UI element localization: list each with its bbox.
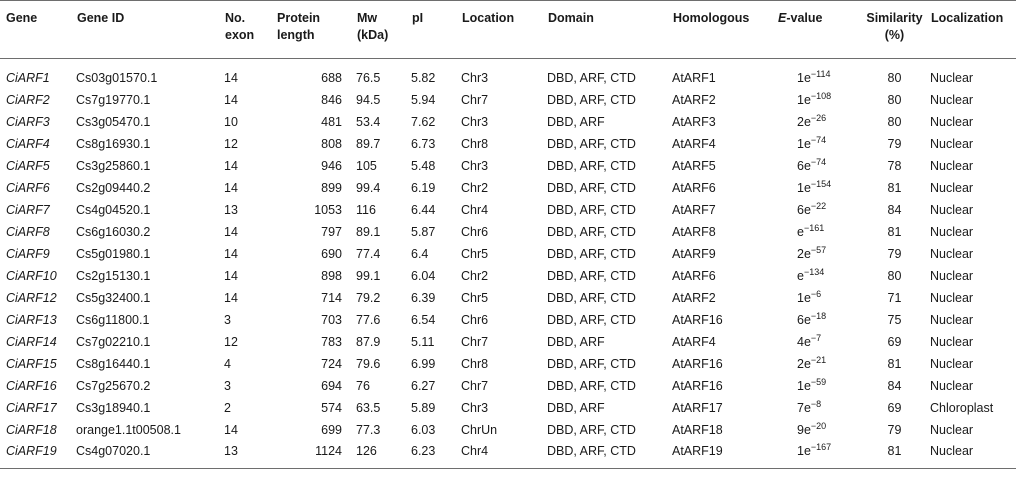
- cell-evalue: [777, 59, 859, 89]
- header-localization: Localization: [931, 11, 1004, 25]
- cell-mw: 77.3: [356, 422, 381, 437]
- evalue-base: 9e: [797, 422, 811, 437]
- cell-exon: 14: [224, 180, 238, 195]
- cell-pi: 5.94: [411, 92, 436, 107]
- cell-domain: DBD, ARF: [547, 400, 605, 415]
- cell-gene: CiARF3: [6, 114, 50, 129]
- evalue-exponent: −167: [810, 442, 832, 453]
- table-row: [0, 177, 1016, 199]
- evalue-base: 2e: [797, 114, 811, 129]
- cell-similarity: 79: [887, 246, 902, 261]
- cell-localization: Nuclear: [930, 70, 974, 85]
- cell-similarity: 80: [887, 70, 902, 85]
- cell-similarity: 79: [887, 136, 902, 151]
- cell-gene: CiARF10: [6, 268, 57, 283]
- cell-localization: Nuclear: [930, 290, 974, 305]
- cell-gene: CiARF13: [6, 312, 57, 327]
- evalue-exponent: −8: [810, 398, 822, 409]
- cell-gene: CiARF5: [6, 158, 50, 173]
- cell-homologous: AtARF9: [672, 246, 716, 261]
- evalue-exponent: −18: [810, 310, 827, 321]
- table-row: [0, 89, 1016, 111]
- cell-gene-id: Cs8g16930.1: [76, 136, 151, 151]
- cell-evalue: [777, 265, 859, 287]
- cell-gene-id: Cs2g15130.1: [76, 268, 151, 283]
- header-protein-line2: length: [277, 28, 315, 42]
- cell-localization: Nuclear: [930, 158, 974, 173]
- cell-exon: 14: [224, 268, 238, 283]
- cell-location: Chr8: [461, 356, 489, 371]
- cell-protein-length: 699: [321, 422, 342, 437]
- cell-gene-id: Cs3g05470.1: [76, 114, 151, 129]
- cell-gene-id: Cs6g16030.2: [76, 224, 151, 239]
- evalue-exponent: −20: [810, 420, 827, 431]
- cell-mw: 53.4: [356, 114, 381, 129]
- cell-homologous: AtARF8: [672, 224, 716, 239]
- cell-domain: DBD, ARF, CTD: [547, 180, 636, 195]
- cell-mw: 126: [356, 444, 377, 459]
- cell-exon: 12: [224, 334, 238, 349]
- table-row: [0, 59, 1016, 89]
- cell-pi: 6.39: [411, 290, 436, 305]
- cell-protein-length: 899: [321, 180, 342, 195]
- header-domain: Domain: [548, 11, 594, 25]
- evalue-exponent: −22: [810, 200, 827, 211]
- cell-evalue: [777, 419, 859, 441]
- cell-gene: CiARF1: [6, 70, 50, 85]
- cell-mw: 116: [356, 202, 376, 217]
- evalue-exponent: −114: [810, 68, 831, 79]
- cell-similarity: 69: [887, 334, 902, 349]
- header-evalue: [777, 1, 859, 59]
- evalue-exponent: −74: [810, 134, 827, 145]
- cell-localization: Chloroplast: [930, 400, 994, 415]
- cell-similarity: 79: [887, 422, 902, 437]
- cell-gene: CiARF12: [6, 290, 57, 305]
- cell-protein-length: 703: [321, 312, 342, 327]
- cell-gene-id: Cs7g19770.1: [76, 92, 151, 107]
- evalue-base: 1e: [797, 70, 811, 85]
- cell-protein-length: 846: [321, 92, 342, 107]
- cell-exon: 14: [224, 92, 238, 107]
- cell-localization: Nuclear: [930, 180, 974, 195]
- cell-exon: 14: [224, 246, 238, 261]
- cell-evalue: [777, 309, 859, 331]
- cell-protein-length: 808: [321, 136, 342, 151]
- header-similarity-line1: Similarity: [866, 11, 923, 25]
- cell-pi: 5.87: [411, 224, 436, 239]
- cell-domain: DBD, ARF, CTD: [547, 356, 636, 371]
- table-header: [0, 1, 1016, 59]
- cell-similarity: 80: [887, 268, 902, 283]
- cell-mw: 105: [356, 158, 377, 173]
- cell-gene: CiARF4: [6, 136, 50, 151]
- cell-similarity: 78: [887, 158, 902, 173]
- cell-homologous: AtARF16: [672, 378, 723, 393]
- cell-exon: 3: [224, 312, 231, 327]
- cell-location: Chr8: [461, 136, 489, 151]
- header-similarity: [859, 1, 930, 59]
- cell-homologous: AtARF3: [672, 114, 716, 129]
- cell-gene-id: Cs7g25670.2: [76, 378, 151, 393]
- cell-protein-length: 714: [321, 290, 342, 305]
- cell-mw: 77.6: [356, 312, 381, 327]
- cell-pi: 5.89: [411, 400, 436, 415]
- cell-location: Chr7: [461, 334, 489, 349]
- cell-location: Chr5: [461, 290, 489, 305]
- evalue-exponent: −21: [810, 354, 827, 365]
- cell-exon: 13: [224, 444, 238, 459]
- table-row: [0, 287, 1016, 309]
- table-row: [0, 265, 1016, 287]
- cell-pi: 6.73: [411, 136, 436, 151]
- cell-similarity: 75: [887, 312, 902, 327]
- evalue-base: e: [797, 224, 804, 239]
- cell-evalue: [777, 375, 859, 397]
- cell-gene-id: Cs3g25860.1: [76, 158, 151, 173]
- cell-mw: 99.4: [356, 180, 381, 195]
- cell-gene: CiARF17: [6, 400, 57, 415]
- cell-pi: 6.23: [411, 444, 436, 459]
- table-row: [0, 331, 1016, 353]
- cell-domain: DBD, ARF, CTD: [547, 444, 636, 459]
- evalue-base: 1e: [797, 378, 811, 393]
- evalue-base: 6e: [797, 202, 811, 217]
- header-gene-id: Gene ID: [77, 11, 125, 25]
- evalue-base: 6e: [797, 158, 811, 173]
- cell-pi: 6.27: [411, 378, 436, 393]
- cell-localization: Nuclear: [930, 422, 974, 437]
- cell-mw: 76: [356, 378, 370, 393]
- cell-localization: Nuclear: [930, 312, 974, 327]
- cell-domain: DBD, ARF, CTD: [547, 246, 636, 261]
- cell-evalue: [777, 441, 859, 469]
- cell-location: Chr7: [461, 92, 489, 107]
- cell-mw: 99.1: [356, 268, 381, 283]
- cell-localization: Nuclear: [930, 268, 974, 283]
- cell-exon: 2: [224, 400, 231, 415]
- cell-domain: DBD, ARF, CTD: [547, 290, 636, 305]
- cell-similarity: 81: [887, 224, 902, 239]
- cell-localization: Nuclear: [930, 246, 974, 261]
- header-homologous: Homologous: [673, 11, 750, 25]
- cell-gene: CiARF14: [6, 334, 57, 349]
- cell-pi: 6.54: [411, 312, 436, 327]
- cell-gene-id: Cs3g18940.1: [76, 400, 151, 415]
- evalue-exponent: −26: [810, 112, 827, 123]
- cell-pi: 6.4: [411, 246, 429, 261]
- header-protein-line1: Protein: [277, 11, 321, 25]
- cell-gene-id: orange1.1t00508.1: [76, 422, 181, 437]
- table-row: [0, 133, 1016, 155]
- cell-gene: CiARF15: [6, 356, 57, 371]
- cell-gene-id: Cs5g32400.1: [76, 290, 151, 305]
- cell-similarity: 81: [887, 444, 902, 459]
- cell-mw: 94.5: [356, 92, 381, 107]
- cell-homologous: AtARF16: [672, 312, 723, 327]
- cell-homologous: AtARF2: [672, 92, 716, 107]
- cell-pi: 5.82: [411, 70, 436, 85]
- header-location: Location: [462, 11, 515, 25]
- cell-localization: Nuclear: [930, 136, 974, 151]
- cell-gene: CiARF18: [6, 422, 57, 437]
- cell-evalue: [777, 155, 859, 177]
- cell-evalue: [777, 111, 859, 133]
- cell-homologous: AtARF2: [672, 290, 716, 305]
- header-mw: [356, 1, 411, 59]
- cell-exon: 3: [224, 378, 231, 393]
- cell-domain: DBD, ARF, CTD: [547, 158, 636, 173]
- evalue-base: 7e: [797, 400, 811, 415]
- cell-homologous: AtARF4: [672, 334, 716, 349]
- evalue-exponent: −59: [810, 376, 827, 387]
- cell-domain: DBD, ARF: [547, 114, 605, 129]
- cell-domain: DBD, ARF, CTD: [547, 422, 636, 437]
- cell-mw: 79.2: [356, 290, 381, 305]
- cell-domain: DBD, ARF, CTD: [547, 224, 636, 239]
- cell-gene: CiARF16: [6, 378, 57, 393]
- cell-gene: CiARF8: [6, 224, 50, 239]
- cell-gene-id: Cs6g11800.1: [76, 312, 150, 327]
- cell-mw: 77.4: [356, 246, 381, 261]
- cell-protein-length: 574: [321, 400, 342, 415]
- cell-evalue: [777, 331, 859, 353]
- cell-protein-length: 898: [321, 268, 342, 283]
- cell-similarity: 69: [887, 400, 902, 415]
- cell-protein-length: 690: [321, 246, 342, 261]
- cell-protein-length: 694: [321, 378, 342, 393]
- cell-protein-length: 797: [321, 224, 342, 239]
- evalue-exponent: −108: [810, 90, 832, 101]
- cell-exon: 13: [224, 202, 238, 217]
- evalue-base: 1e: [797, 290, 811, 305]
- cell-protein-length: 946: [321, 158, 342, 173]
- cell-evalue: [777, 199, 859, 221]
- cell-gene: CiARF2: [6, 92, 50, 107]
- cell-similarity: 84: [887, 202, 902, 217]
- cell-gene-id: Cs8g16440.1: [76, 356, 151, 371]
- cell-location: Chr5: [461, 246, 489, 261]
- cell-evalue: [777, 133, 859, 155]
- cell-domain: DBD, ARF, CTD: [547, 268, 636, 283]
- cell-localization: Nuclear: [930, 114, 974, 129]
- evalue-exponent: −7: [810, 332, 822, 343]
- evalue-exponent: −134: [803, 266, 825, 277]
- cell-gene: CiARF6: [6, 180, 50, 195]
- cell-domain: DBD, ARF, CTD: [547, 202, 636, 217]
- evalue-base: 2e: [797, 356, 811, 371]
- cell-mw: 63.5: [356, 400, 381, 415]
- evalue-exponent: −74: [810, 156, 827, 167]
- cell-homologous: AtARF16: [672, 356, 723, 371]
- cell-domain: DBD, ARF, CTD: [547, 70, 636, 85]
- cell-homologous: AtARF19: [672, 444, 723, 459]
- table-row: [0, 199, 1016, 221]
- cell-pi: 6.44: [411, 202, 436, 217]
- cell-gene-id: Cs03g01570.1: [76, 70, 158, 85]
- cell-localization: Nuclear: [930, 334, 974, 349]
- evalue-base: 2e: [797, 246, 811, 261]
- cell-homologous: AtARF6: [672, 268, 716, 283]
- header-exon-line2: exon: [225, 28, 255, 42]
- header-evalue-e: E: [778, 11, 787, 25]
- header-gene: Gene: [6, 11, 38, 25]
- cell-homologous: AtARF6: [672, 180, 716, 195]
- cell-homologous: AtARF1: [672, 70, 716, 85]
- header-similarity-line2: (%): [884, 28, 905, 42]
- cell-protein-length: 1124: [315, 444, 342, 459]
- cell-evalue: [777, 287, 859, 309]
- cell-location: Chr4: [461, 444, 489, 459]
- cell-localization: Nuclear: [930, 378, 974, 393]
- cell-localization: Nuclear: [930, 92, 974, 107]
- cell-gene-id: Cs4g07020.1: [76, 444, 151, 459]
- cell-pi: 7.62: [411, 114, 436, 129]
- table-row: [0, 243, 1016, 265]
- cell-location: Chr6: [461, 224, 489, 239]
- cell-exon: 4: [224, 356, 231, 371]
- cell-exon: 14: [224, 422, 238, 437]
- table-row: [0, 397, 1016, 419]
- table-body: [0, 59, 1016, 469]
- cell-domain: DBD, ARF, CTD: [547, 92, 636, 107]
- cell-location: Chr3: [461, 70, 489, 85]
- cell-location: Chr3: [461, 114, 489, 129]
- cell-exon: 12: [224, 136, 238, 151]
- evalue-exponent: −57: [810, 244, 827, 255]
- cell-protein-length: 688: [321, 70, 342, 85]
- cell-exon: 10: [224, 114, 238, 129]
- cell-domain: DBD, ARF, CTD: [547, 378, 636, 393]
- cell-gene: CiARF9: [6, 246, 50, 261]
- cell-evalue: [777, 177, 859, 199]
- cell-location: Chr7: [461, 378, 489, 393]
- cell-location: Chr3: [461, 400, 489, 415]
- evalue-base: 1e: [797, 444, 811, 459]
- cell-pi: 5.11: [411, 334, 435, 349]
- header-exon: [224, 1, 276, 59]
- header-mw-line2: (kDa): [357, 28, 389, 42]
- evalue-base: 6e: [797, 312, 811, 327]
- cell-gene-id: Cs7g02210.1: [76, 334, 151, 349]
- cell-domain: DBD, ARF: [547, 334, 605, 349]
- cell-mw: 79.6: [356, 356, 381, 371]
- evalue-base: 1e: [797, 180, 811, 195]
- cell-similarity: 81: [887, 356, 902, 371]
- table-row: [0, 375, 1016, 397]
- table-row: [0, 221, 1016, 243]
- table-row: [0, 309, 1016, 331]
- header-exon-line1: No.: [225, 11, 246, 25]
- cell-evalue: [777, 243, 859, 265]
- cell-similarity: 71: [887, 290, 902, 305]
- evalue-exponent: −154: [810, 178, 832, 189]
- cell-domain: DBD, ARF, CTD: [547, 136, 636, 151]
- cell-exon: 14: [224, 158, 238, 173]
- table-row: [0, 155, 1016, 177]
- cell-location: ChrUn: [461, 422, 498, 437]
- table-row: [0, 111, 1016, 133]
- cell-homologous: AtARF5: [672, 158, 716, 173]
- cell-exon: 14: [224, 224, 238, 239]
- cell-location: Chr2: [461, 180, 489, 195]
- header-pi: pI: [412, 11, 424, 25]
- cell-pi: 6.99: [411, 356, 436, 371]
- header-protein-length: [276, 1, 356, 59]
- cell-evalue: [777, 221, 859, 243]
- cell-location: Chr4: [461, 202, 489, 217]
- cell-pi: 5.48: [411, 158, 436, 173]
- evalue-base: 4e: [797, 334, 811, 349]
- cell-location: Chr6: [461, 312, 489, 327]
- evalue-base: 1e: [797, 92, 811, 107]
- table-row: [0, 441, 1016, 469]
- cell-localization: Nuclear: [930, 356, 974, 371]
- cell-location: Chr3: [461, 158, 489, 173]
- cell-gene: CiARF19: [6, 444, 57, 459]
- cell-protein-length: 1053: [314, 202, 342, 217]
- evalue-exponent: −161: [803, 222, 825, 233]
- cell-evalue: [777, 89, 859, 111]
- cell-homologous: AtARF18: [672, 422, 723, 437]
- cell-mw: 89.1: [356, 224, 381, 239]
- evalue-base: e: [797, 268, 804, 283]
- table-row: [0, 353, 1016, 375]
- cell-homologous: AtARF17: [672, 400, 723, 415]
- cell-pi: 6.03: [411, 422, 436, 437]
- cell-exon: 14: [224, 290, 238, 305]
- cell-pi: 6.04: [411, 268, 436, 283]
- cell-domain: DBD, ARF, CTD: [547, 312, 636, 327]
- cell-similarity: 84: [887, 378, 902, 393]
- cell-homologous: AtARF7: [672, 202, 716, 217]
- cell-evalue: [777, 353, 859, 375]
- cell-gene-id: Cs4g04520.1: [76, 202, 151, 217]
- cell-location: Chr2: [461, 268, 489, 283]
- header-mw-line1: Mw: [357, 11, 378, 25]
- cell-pi: 6.19: [411, 180, 436, 195]
- cell-mw: 89.7: [356, 136, 381, 151]
- header-evalue-rest: -value: [786, 11, 823, 25]
- cell-exon: 14: [224, 70, 238, 85]
- cell-protein-length: 724: [321, 356, 342, 371]
- cell-localization: Nuclear: [930, 444, 974, 459]
- cell-similarity: 80: [887, 114, 902, 129]
- cell-gene: CiARF7: [6, 202, 50, 217]
- cell-gene-id: Cs5g01980.1: [76, 246, 151, 261]
- cell-protein-length: 783: [321, 334, 342, 349]
- cell-localization: Nuclear: [930, 224, 974, 239]
- cell-gene-id: Cs2g09440.2: [76, 180, 151, 195]
- evalue-base: 1e: [797, 136, 811, 151]
- cell-similarity: 81: [887, 180, 902, 195]
- cell-mw: 76.5: [356, 70, 381, 85]
- table-row: [0, 419, 1016, 441]
- cell-similarity: 80: [887, 92, 902, 107]
- evalue-exponent: −6: [810, 288, 822, 299]
- cell-localization: Nuclear: [930, 202, 974, 217]
- cell-protein-length: 481: [321, 114, 342, 129]
- cell-evalue: [777, 397, 859, 419]
- header-row: [0, 1, 1016, 59]
- cell-mw: 87.9: [356, 334, 381, 349]
- cell-homologous: AtARF4: [672, 136, 716, 151]
